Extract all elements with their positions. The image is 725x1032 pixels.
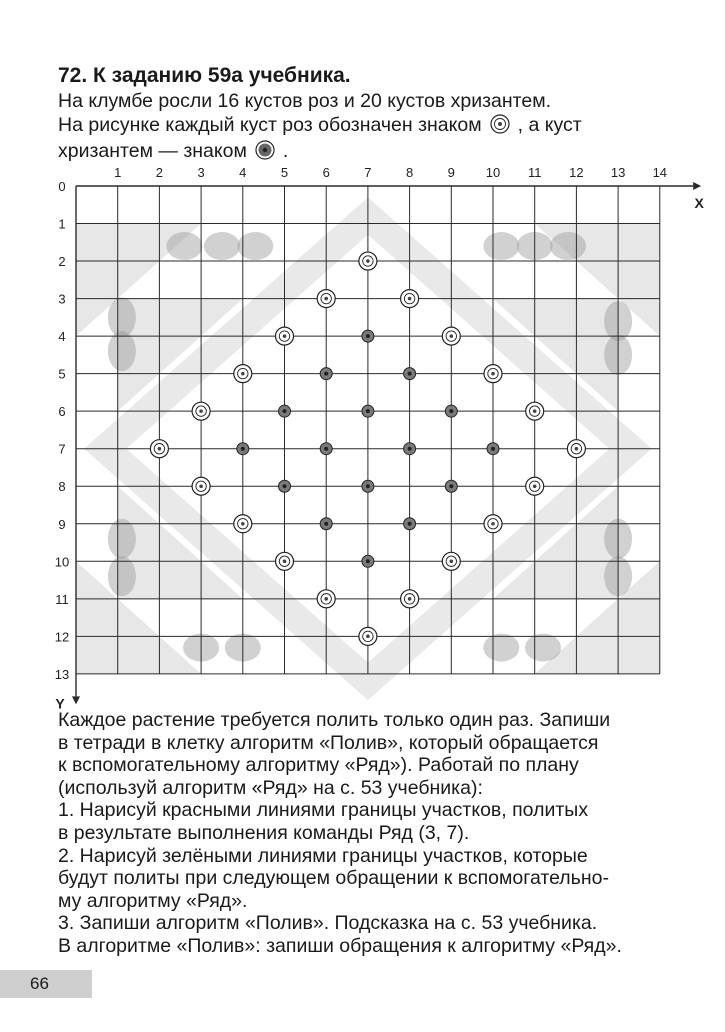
origin-label: 0 — [58, 179, 66, 194]
rose-marker-icon — [276, 552, 294, 570]
faded-picture — [108, 519, 136, 559]
rose-marker-icon — [359, 627, 377, 645]
rose-marker-icon — [401, 590, 419, 608]
chrysanthemum-marker-icon — [404, 518, 416, 530]
y-tick-label: 1 — [58, 216, 66, 232]
faded-picture — [483, 232, 519, 260]
exercise-title: 72. К заданию 59а учебника. — [58, 64, 351, 87]
task-line: му алгоритму «Ряд». — [58, 889, 248, 912]
y-tick-label: 10 — [54, 554, 70, 570]
faded-picture — [166, 232, 202, 260]
task-line: 3. Запиши алгоритм «Полив». Подсказка на с. 53 учебника. — [58, 912, 598, 935]
chrysanthemum-marker-icon — [445, 405, 457, 417]
intro-line-1: На клумбе росли 16 кустов роз и 20 кустов хризантем. — [58, 90, 552, 112]
x-tick-label: 9 — [447, 165, 455, 180]
task-line: в результате выполнения команды Ряд (3, 7). — [58, 821, 470, 844]
x-tick-label: 10 — [485, 165, 501, 180]
chrysanthemum-marker-icon — [362, 555, 374, 567]
y-axis-label: Y — [55, 695, 65, 712]
y-tick-label: 9 — [58, 516, 66, 532]
chrysanthemum-marker-icon — [279, 480, 291, 492]
rose-marker-icon — [442, 552, 460, 570]
x-tick-label: 13 — [610, 165, 626, 180]
task-line: 1. Нарисуй красными линиями границы участков, политых — [58, 799, 589, 822]
y-tick-label: 11 — [55, 591, 69, 607]
rose-marker-icon — [484, 365, 502, 383]
faded-picture — [204, 232, 240, 260]
y-tick-label: 7 — [58, 441, 66, 457]
x-tick-label: 3 — [197, 165, 205, 180]
faded-picture — [108, 331, 136, 371]
chrysanthemum-marker-icon — [237, 443, 249, 455]
rose-marker-icon — [401, 290, 419, 308]
rose-marker-icon — [192, 402, 210, 420]
chrysanthemum-marker-icon — [320, 443, 332, 455]
rose-marker-icon — [526, 477, 544, 495]
rose-marker-icon — [567, 440, 585, 458]
task-line: В алгоритме «Полив»: запиши обращения к алгоритму «Ряд». — [58, 934, 622, 957]
flowerbed-grid — [0, 160, 725, 712]
task-line: к вспомогательному алгоритму «Ряд»). Работай по плану — [58, 754, 579, 777]
rose-marker-icon — [276, 327, 294, 345]
intro-line-2 — [58, 114, 698, 141]
chrysanthemum-marker-icon — [487, 443, 499, 455]
intro-line-2-tail: , а куст — [517, 113, 582, 136]
y-tick-label: 2 — [58, 254, 66, 270]
rose-marker-icon — [359, 252, 377, 270]
y-tick-label: 5 — [58, 366, 66, 382]
chrysanthemum-marker-icon — [445, 480, 457, 492]
chrysanthemum-marker-icon — [279, 405, 291, 417]
rose-marker-icon — [442, 327, 460, 345]
rose-marker-icon — [317, 590, 335, 608]
rose-marker-icon — [150, 440, 168, 458]
x-axis-arrow-icon — [693, 182, 701, 190]
faded-picture — [108, 556, 136, 596]
faded-picture — [525, 634, 561, 662]
x-tick-label: 2 — [155, 165, 164, 180]
page-number: 66 — [0, 970, 92, 998]
x-tick-label: 12 — [569, 165, 584, 180]
intro-line-2-text: На рисунке каждый куст роз обозначен знаком — [58, 113, 482, 136]
rose-marker-icon — [234, 515, 252, 533]
x-tick-label: 8 — [405, 165, 414, 180]
x-tick-label: 1 — [114, 165, 122, 180]
x-tick-label: 4 — [239, 165, 247, 180]
x-tick-label: 6 — [322, 165, 330, 180]
task-line: 2. Нарисуй зелёными линиями границы участков, которые — [58, 844, 588, 867]
x-tick-label: 11 — [527, 165, 542, 180]
faded-picture — [550, 232, 586, 260]
chrysanthemum-marker-icon — [404, 443, 416, 455]
x-tick-label: 14 — [652, 165, 668, 180]
rose-marker-icon — [234, 365, 252, 383]
intro-text — [58, 90, 698, 167]
y-axis-arrow-icon — [72, 696, 80, 704]
task-text — [58, 709, 698, 958]
x-tick-label: 7 — [364, 165, 372, 180]
rose-symbol-icon — [490, 114, 510, 141]
chrysanthemum-marker-icon — [320, 518, 332, 530]
chrysanthemum-marker-icon — [362, 480, 374, 492]
rose-marker-icon — [317, 290, 335, 308]
y-tick-label: 3 — [58, 291, 66, 307]
x-tick-label: 5 — [280, 165, 289, 180]
chrysanthemum-marker-icon — [320, 368, 332, 380]
intro-line-3-tail: . — [282, 140, 289, 162]
y-tick-label: 4 — [58, 329, 66, 345]
task-line: Каждое растение требуется полить только один раз. Запиши — [58, 709, 611, 731]
chrysanthemum-marker-icon — [404, 368, 416, 380]
chrysanthemum-marker-icon — [362, 405, 374, 417]
rose-marker-icon — [526, 402, 544, 420]
intro-line-3-text: хризантем — знаком — [58, 140, 247, 162]
x-axis-label: X — [694, 195, 704, 211]
y-tick-label: 6 — [58, 404, 66, 420]
task-line: (используй алгоритм «Ряд» на с. 53 учебника): — [58, 776, 483, 799]
task-line: в тетради в клетку алгоритм «Полив», который обращается — [58, 731, 599, 754]
y-tick-label: 13 — [54, 666, 70, 682]
chrysanthemum-marker-icon — [362, 330, 374, 342]
rose-marker-icon — [484, 515, 502, 533]
task-line: будут политы при следующем обращении к вспомогательно- — [58, 867, 609, 890]
rose-marker-icon — [192, 477, 210, 495]
faded-picture — [483, 634, 519, 662]
y-tick-label: 12 — [54, 629, 70, 645]
y-tick-label: 8 — [58, 479, 66, 495]
